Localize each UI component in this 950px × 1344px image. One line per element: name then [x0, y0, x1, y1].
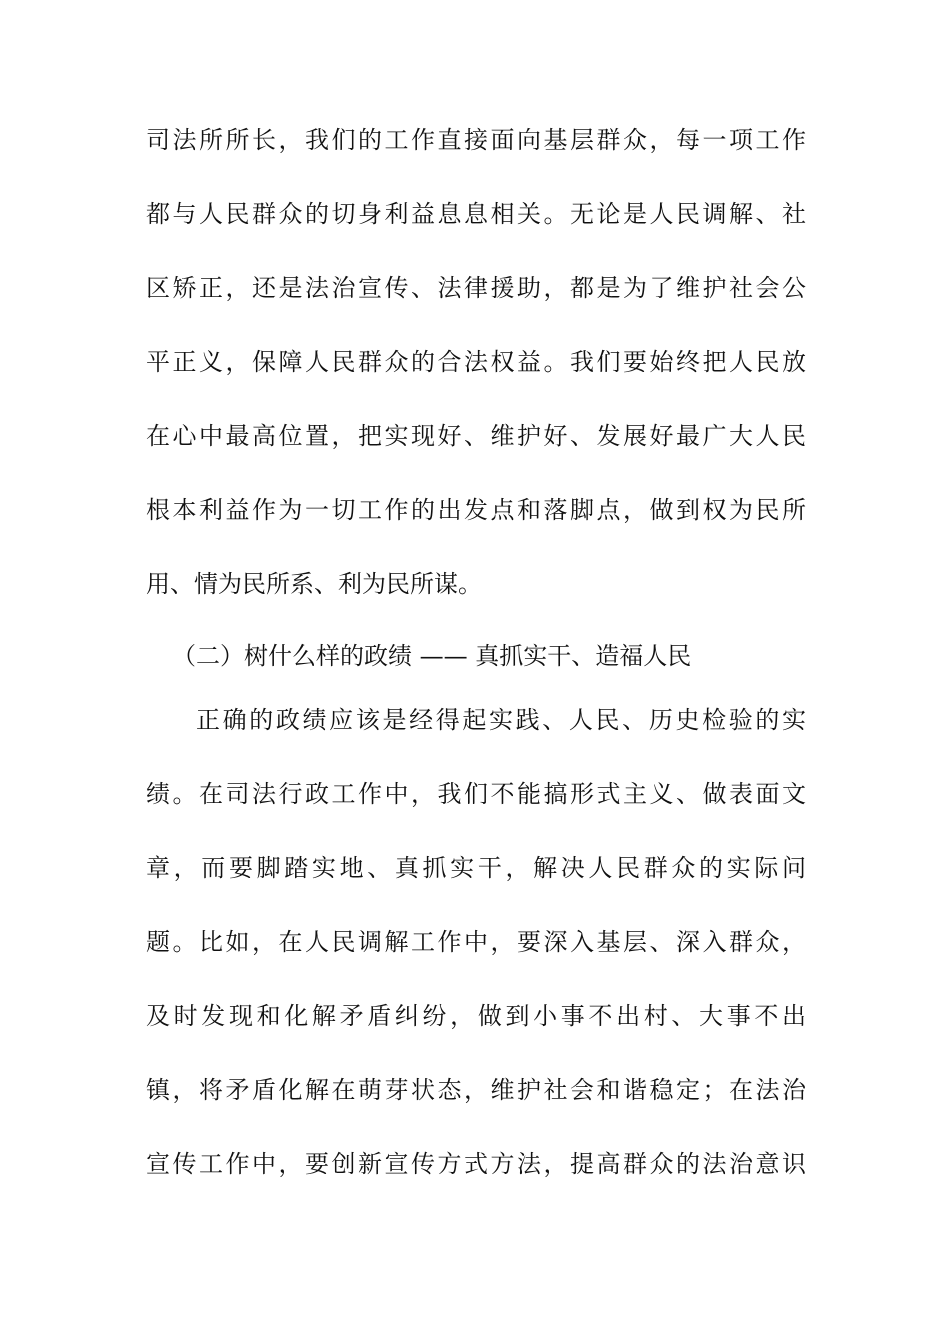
paragraph2-line-4: 题。比如，在人民调解工作中，要深入基层、深入群众，: [146, 928, 806, 956]
paragraph1-line-7: 用、情为民所系、利为民所谋。: [146, 570, 482, 598]
paragraph2-line-7: 宣传工作中，要创新宣传方式方法，提高群众的法治意识: [146, 1150, 806, 1178]
paragraph1-line-1: 司法所所长，我们的工作直接面向基层群众，每一项工作: [146, 126, 806, 154]
paragraph1-line-6: 根本利益作为一切工作的出发点和落脚点，做到权为民所: [146, 496, 806, 524]
paragraph2-line-5: 及时发现和化解矛盾纠纷，做到小事不出村、大事不出: [146, 1002, 806, 1030]
paragraph1-line-4: 平正义，保障人民群众的合法权益。我们要始终把人民放: [146, 348, 806, 376]
paragraph1-line-2: 都与人民群众的切身利益息息相关。无论是人民调解、社: [146, 200, 806, 228]
paragraph2-line-1: 正确的政绩应该是经得起实践、人民、历史检验的实: [196, 706, 806, 734]
paragraph2-line-3: 章，而要脚踏实地、真抓实干，解决人民群众的实际问: [146, 854, 806, 882]
paragraph2-line-2: 绩。在司法行政工作中，我们不能搞形式主义、做表面文: [146, 780, 806, 808]
paragraph1-line-5: 在心中最高位置，把实现好、维护好、发展好最广大人民: [146, 422, 806, 450]
paragraph2-line-6: 镇，将矛盾化解在萌芽状态，维护社会和谐稳定；在法治: [146, 1076, 806, 1104]
paragraph1-line-3: 区矫正，还是法治宣传、法律援助，都是为了维护社会公: [146, 274, 806, 302]
section-heading: （二）树什么样的政绩 —— 真抓实干、造福人民: [172, 642, 692, 670]
